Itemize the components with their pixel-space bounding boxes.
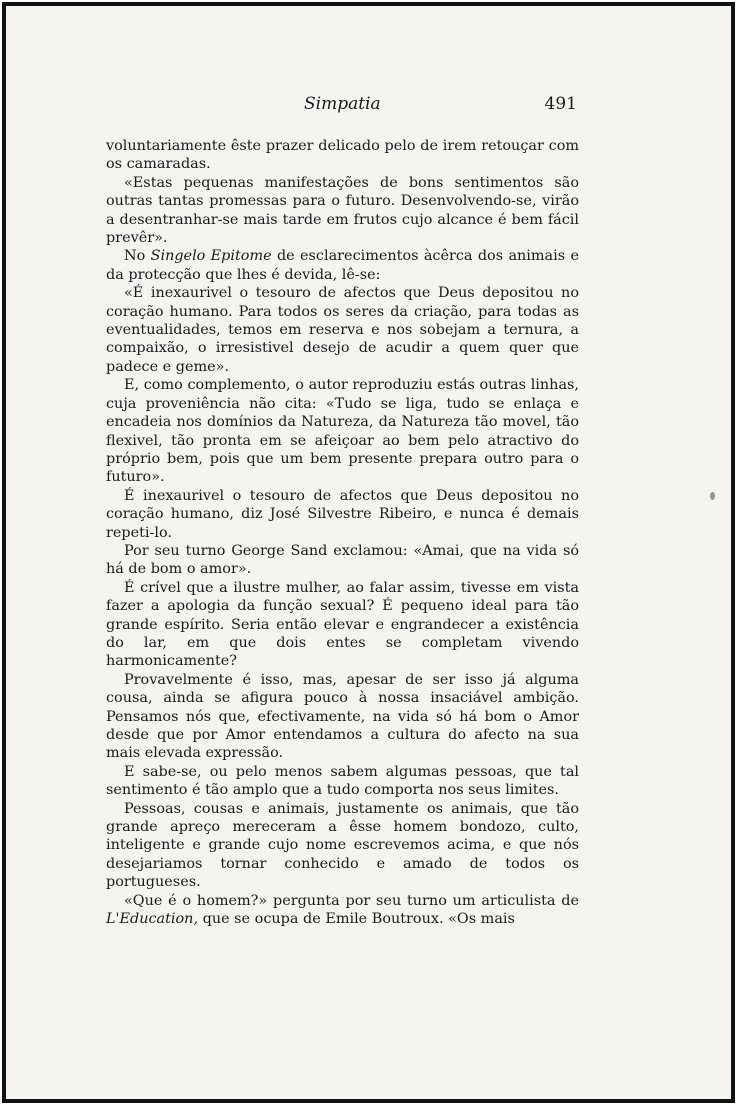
paragraph: É inexaurivel o tesouro de afectos que Deus depositou no coração humano, diz José Silvestre Ribeiro, e nunca é demais repeti-lo.	[106, 487, 579, 541]
paragraph: voluntariamente êste prazer delicado pelo de irem retouçar com os camaradas.	[106, 138, 579, 173]
page	[2, 2, 735, 1103]
ink-stain	[710, 492, 715, 500]
paragraph: Pessoas, cousas e animais, justamente os animais, que tão grande apreço mereceram a êsse homem bondozo, culto, inteligente e grande cujo nome escrevemos acima, e que nós desejariamos tornar conhecido e amado de todos os portugueses.	[106, 800, 579, 891]
paragraph: «É inexaurivel o tesouro de afectos que Deus depositou no coração humano. Para todos os seres da criação, para todas as eventualidades, temos em reserva e nos sobejam a ternura, a compaixão, o irresistivel desejo de acudir a quem quer que padece e geme».	[106, 285, 579, 375]
paragraph: No Singelo Epitome de esclarecimentos àcêrca dos animais e da protecção que lhes é devida, lê-se:	[106, 248, 579, 283]
running-title: Simpatia	[304, 94, 381, 114]
paragraph: E, como complemento, o autor reproduziu estás outras linhas, cuja proveniência não cita: «Tudo se liga, tudo se enlaça e encadeia nos domínios da Natureza, da Natureza tão movel, tão flexivel, tão pronta em se afeiçoar ao bem pelo atractivo do próprio bem, pois que um bem presente prepara outro para o futuro».	[106, 377, 579, 486]
book-title: Singelo Epitome	[150, 248, 272, 265]
body-text	[106, 137, 579, 928]
journal-title: L'Education,	[106, 911, 199, 928]
running-header	[106, 94, 579, 116]
page-number: 491	[544, 94, 577, 114]
paragraph: «Que é o homem?» pergunta por seu turno um articulista de L'Education, que se ocupa de Emile Boutroux. «Os mais	[106, 892, 579, 928]
paragraph: Por seu turno George Sand exclamou: «Amai, que na vida só há de bom o amor».	[106, 542, 579, 578]
paragraph: Provavelmente é isso, mas, apesar de ser isso já alguma cousa, ainda se afigura pouco à nossa insaciável ambição. Pensamos nós que, efectivamente, na vida só há bom o Amor desde que por Amor entendamos a cultura do afecto na sua mais elevada expressão.	[106, 671, 579, 762]
paragraph: E sabe-se, ou pelo menos sabem algumas pessoas, que tal sentimento é tão amplo que a tudo comporta nos seus limites.	[106, 763, 579, 799]
paragraph: É crível que a ilustre mulher, ao falar assim, tivesse em vista fazer a apologia da função sexual? É pequeno ideal para tão grande espírito. Seria então elevar e engrandecer a existência do lar, em que dois entes se completam vivendo harmonicamente?	[106, 579, 579, 670]
paragraph: «Estas pequenas manifestações de bons sentimentos são outras tantas promessas para o futuro. Desenvolvendo-se, virão a desentranhar-se mais tarde em frutos cujo alcance é bem fácil prevêr».	[106, 174, 579, 247]
